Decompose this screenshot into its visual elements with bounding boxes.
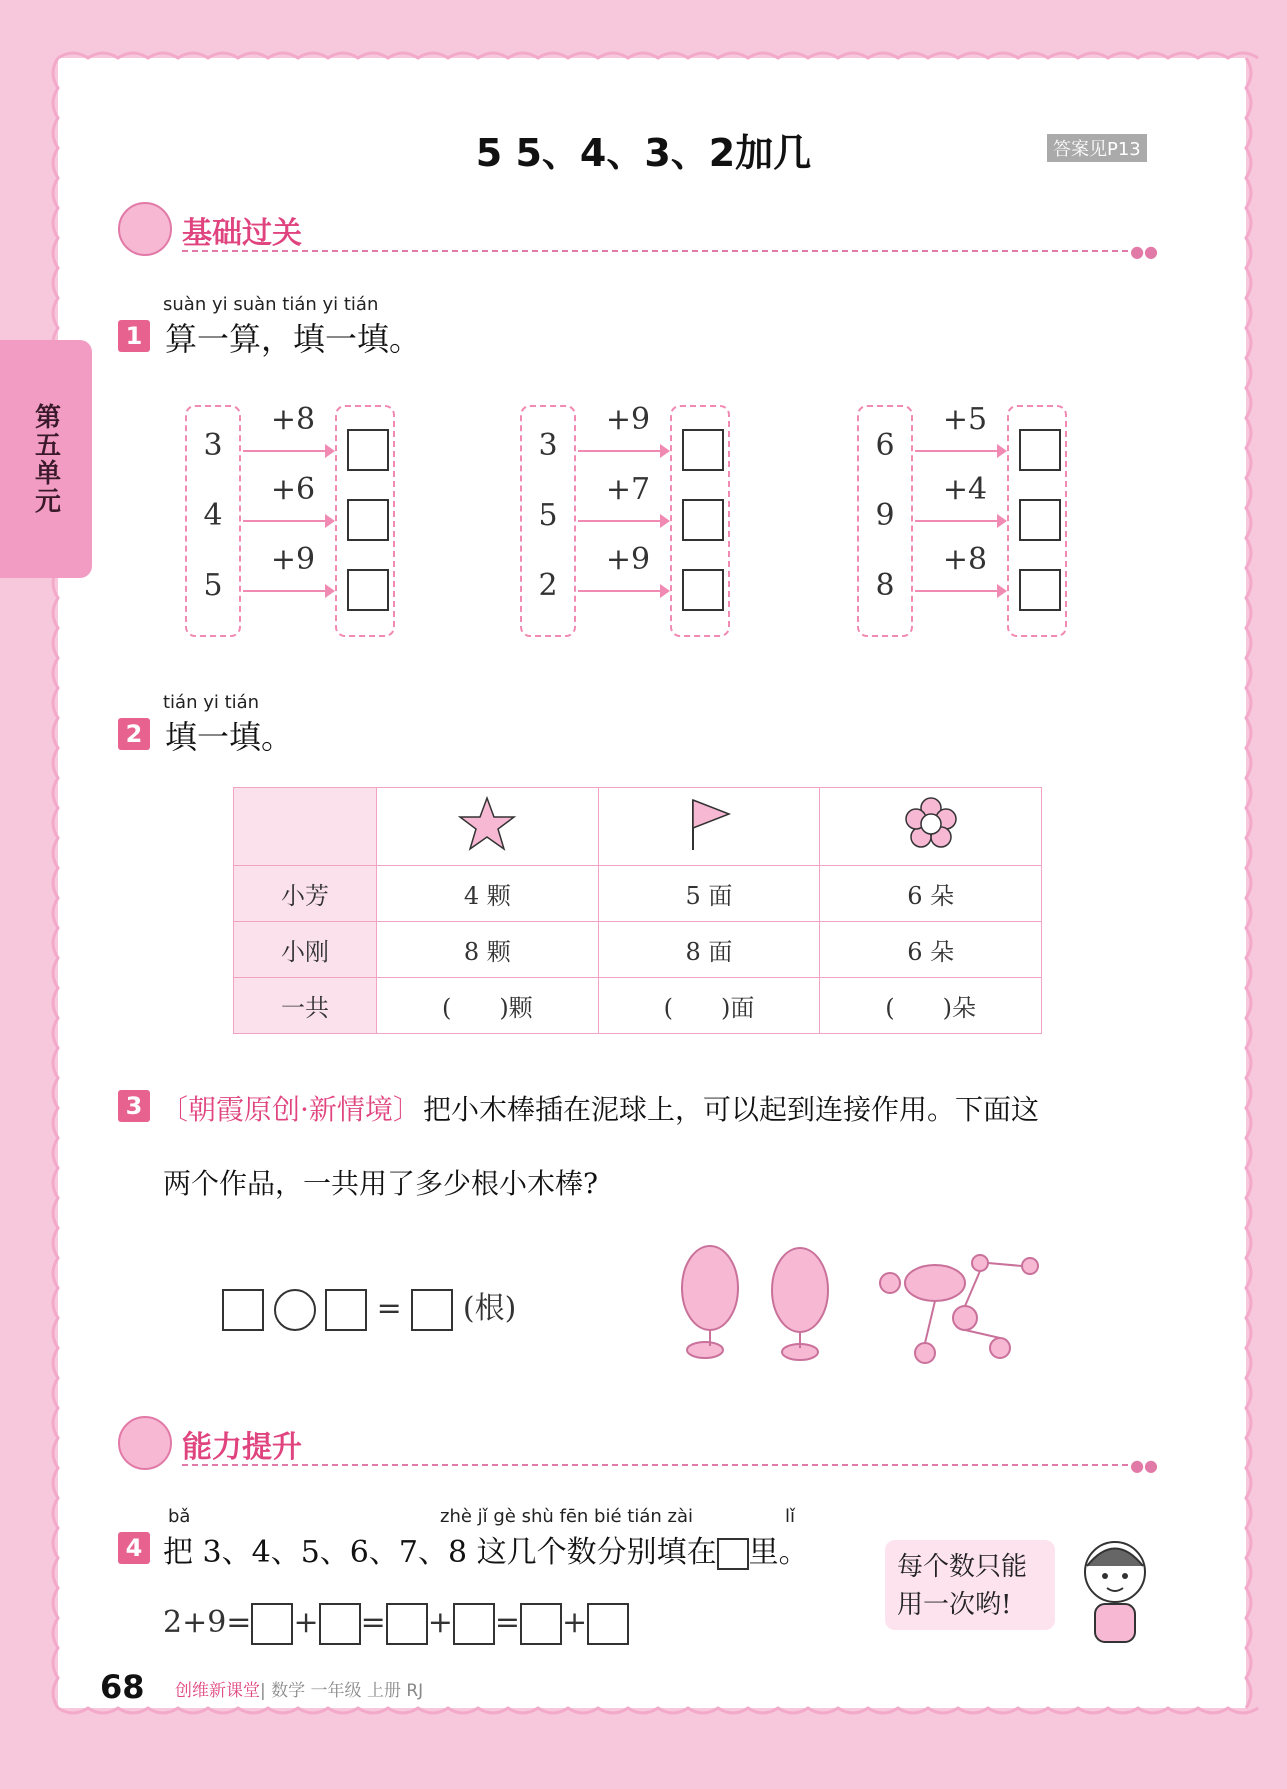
- row-label: 小芳: [234, 866, 377, 922]
- q4-number: 4: [118, 1532, 150, 1564]
- equation-prefix: 2+9=: [163, 1605, 252, 1640]
- answer-box[interactable]: [1019, 499, 1061, 541]
- addend: 3: [538, 428, 558, 463]
- addend: 2: [538, 568, 558, 603]
- q1-text: 算一算，填一填。: [165, 320, 422, 358]
- answer-box[interactable]: [319, 1603, 361, 1645]
- q3-number: 3: [118, 1090, 150, 1122]
- q1-number: 1: [118, 320, 150, 352]
- q2-number: 2: [118, 718, 150, 750]
- answer-box[interactable]: [251, 1603, 293, 1645]
- q2-pinyin: tián yi tián: [163, 692, 260, 713]
- addend: 5: [203, 568, 223, 603]
- answer-box[interactable]: [682, 499, 724, 541]
- footer-info: 创维新课堂| 数学 一年级 上册 RJ: [175, 1681, 424, 1701]
- q2-text: 填一填。: [165, 718, 294, 756]
- row-label: 小刚: [234, 922, 377, 978]
- calc-group: [185, 400, 435, 640]
- dots-icon: ●●: [1130, 242, 1158, 261]
- answer-reference: 答案见P13: [1047, 134, 1147, 162]
- section-header-basic: [118, 202, 1158, 262]
- section-divider: [182, 250, 1138, 252]
- answer-box[interactable]: [682, 569, 724, 611]
- operation-label: +5: [942, 402, 988, 437]
- table-cell: 6 朵: [820, 922, 1042, 978]
- plus-sign: +: [427, 1605, 453, 1640]
- equals-sign: =: [360, 1605, 386, 1640]
- operation-label: +9: [270, 542, 316, 577]
- q3-equation: [222, 1283, 516, 1331]
- table-cell: 8 颗: [377, 922, 599, 978]
- plus-sign: +: [293, 1605, 319, 1640]
- q3-text-line1: 把小木棒插在泥球上，可以起到连接作用。下面这: [423, 1093, 1040, 1126]
- section-header-advanced: [118, 1416, 1158, 1476]
- girl-icon: [1075, 1536, 1155, 1646]
- addend: 3: [203, 428, 223, 463]
- clay-figures-image: [670, 1238, 1060, 1378]
- answer-box[interactable]: [1019, 429, 1061, 471]
- answer-box[interactable]: [325, 1289, 367, 1331]
- answer-box[interactable]: [386, 1603, 428, 1645]
- page-number: 68: [100, 1668, 145, 1706]
- calc-group: [857, 400, 1107, 640]
- addend: 6: [875, 428, 895, 463]
- q4-equation: [163, 1603, 629, 1645]
- operation-label: +6: [270, 472, 316, 507]
- q1-pinyin: suàn yi suàn tián yi tián: [163, 294, 379, 315]
- answer-box[interactable]: [411, 1289, 453, 1331]
- answer-box[interactable]: [222, 1289, 264, 1331]
- operation-label: +7: [605, 472, 651, 507]
- q3-tag: 〔朝霞原创·新情境〕: [160, 1093, 421, 1126]
- operation-label: +9: [605, 402, 651, 437]
- arrow-icon: [578, 520, 668, 522]
- addend: 8: [875, 568, 895, 603]
- dots-icon: ●●: [1130, 1456, 1158, 1475]
- table-cell[interactable]: ( )朵: [820, 978, 1042, 1034]
- answer-box[interactable]: [453, 1603, 495, 1645]
- hint-bubble: 每个数只能 用一次哟!: [885, 1540, 1055, 1630]
- table-corner: [234, 788, 377, 866]
- operator-circle[interactable]: [274, 1289, 316, 1331]
- table-cell: 8 面: [598, 922, 820, 978]
- answer-box-sample: [717, 1538, 749, 1570]
- table-row: [234, 978, 1042, 1034]
- arrow-icon: [243, 450, 333, 452]
- section-label: 能力提升: [182, 1430, 302, 1465]
- q4-pinyin: bǎ: [168, 1506, 191, 1527]
- answer-box[interactable]: [520, 1603, 562, 1645]
- table-row: [234, 922, 1042, 978]
- arrow-icon: [578, 590, 668, 592]
- mascot-icon: [118, 202, 172, 256]
- q4-pinyin: lǐ: [785, 1506, 796, 1527]
- count-table: [233, 787, 1042, 1034]
- section-label: 基础过关: [182, 216, 302, 251]
- answer-box[interactable]: [682, 429, 724, 471]
- table-cell[interactable]: ( )面: [598, 978, 820, 1034]
- table-row: [234, 866, 1042, 922]
- answer-box[interactable]: [347, 429, 389, 471]
- arrow-icon: [578, 450, 668, 452]
- operation-label: +9: [605, 542, 651, 577]
- table-cell: 6 朵: [820, 866, 1042, 922]
- unit-label: (根): [462, 1291, 517, 1326]
- section-divider: [182, 1464, 1138, 1466]
- equals-sign: =: [376, 1291, 402, 1326]
- star-icon: [377, 788, 599, 866]
- arrow-icon: [915, 520, 1005, 522]
- answer-box[interactable]: [347, 569, 389, 611]
- q4-pinyin: zhè jǐ gè shù fēn bié tián zài: [440, 1506, 693, 1527]
- flag-icon: [598, 788, 820, 866]
- arrow-icon: [243, 590, 333, 592]
- arrow-icon: [915, 590, 1005, 592]
- calc-group: [520, 400, 770, 640]
- operation-label: +8: [270, 402, 316, 437]
- answer-box[interactable]: [347, 499, 389, 541]
- table-cell: 5 面: [598, 866, 820, 922]
- chapter-tab-label: 第五单元: [30, 403, 61, 515]
- table-cell: 4 颗: [377, 866, 599, 922]
- operation-label: +8: [942, 542, 988, 577]
- equals-sign: =: [494, 1605, 521, 1640]
- chapter-tab: [0, 340, 92, 578]
- addend: 4: [203, 498, 223, 533]
- table-cell[interactable]: ( )颗: [377, 978, 599, 1034]
- arrow-icon: [915, 450, 1005, 452]
- flower-icon: [820, 788, 1042, 866]
- operation-label: +4: [942, 472, 988, 507]
- answer-box[interactable]: [1019, 569, 1061, 611]
- q4-text: 把 3、4、5、6、7、8 这几个数分别填在 里。: [163, 1535, 809, 1570]
- row-label: 一共: [234, 978, 377, 1034]
- plus-sign: +: [562, 1605, 588, 1640]
- addend: 9: [875, 498, 895, 533]
- q3-text-line2: 两个作品，一共用了多少根小木棒?: [163, 1167, 599, 1200]
- answer-box[interactable]: [587, 1603, 629, 1645]
- arrow-icon: [243, 520, 333, 522]
- page-title: 5 5、4、3、2加几: [475, 131, 812, 175]
- addend: 5: [538, 498, 558, 533]
- mascot-icon: [118, 1416, 172, 1470]
